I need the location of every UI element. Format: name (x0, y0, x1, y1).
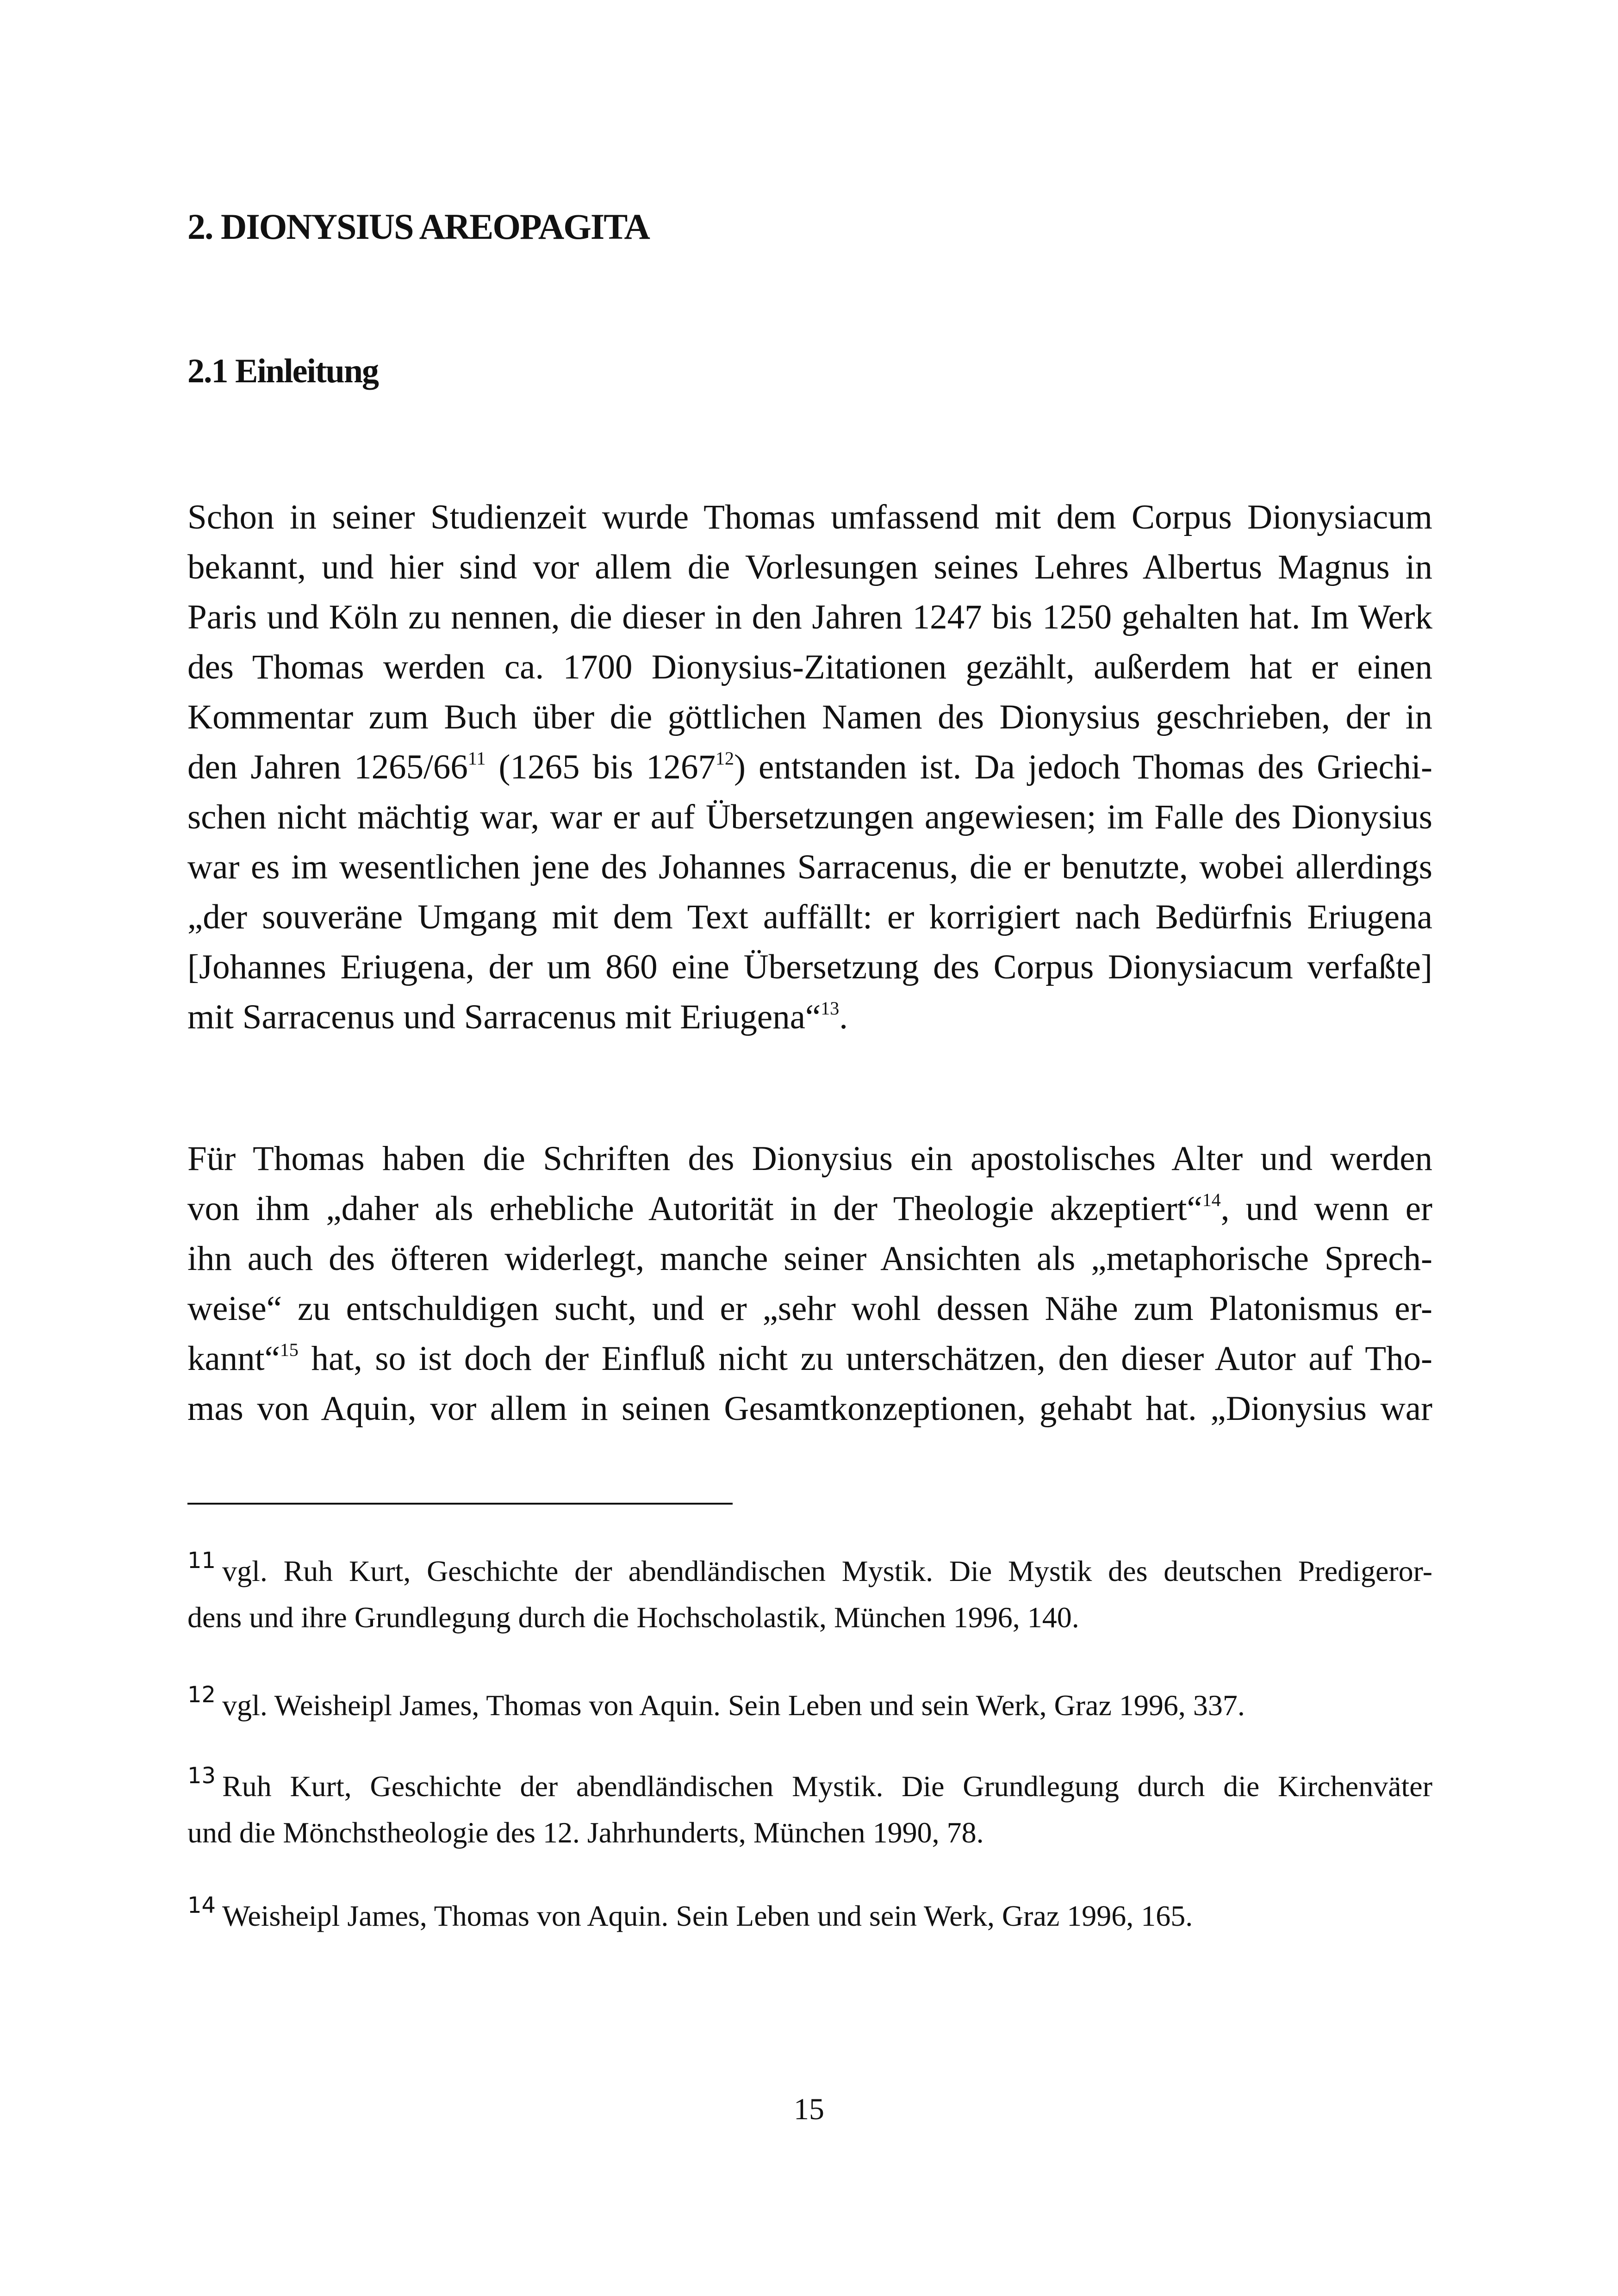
paragraph-line (187, 1334, 1432, 1384)
footnote-number: 14 (187, 1893, 216, 1918)
line-text: ) entstanden ist. Da jedoch Thomas des Griechi- (734, 748, 1432, 786)
paragraph-line: Kommentar zum Buch über die göttlichen Namen des Dionysius geschrieben, der in (187, 698, 1432, 736)
footnote-number: 11 (187, 1548, 216, 1574)
footnote-12 (187, 1682, 1432, 1729)
footnote-text: Ruh Kurt, Geschichte der abendländischen Mystik. Die Grundlegung durch die Kirchenväter (222, 1770, 1432, 1803)
section-heading: 2.1 Einleitung (187, 352, 378, 390)
footnote-11 (187, 1548, 1432, 1641)
paragraph-line: „der souveräne Umgang mit dem Text auffällt: er korrigiert nach Bedürfnis Eriugena (187, 898, 1432, 936)
paragraph-line: bekannt, und hier sind vor allem die Vorlesungen seines Lehres Albertus Magnus in (187, 548, 1432, 586)
footnote-reference: 12 (716, 748, 734, 769)
footnote-text: vgl. Ruh Kurt, Geschichte der abendländischen Mystik. Die Mystik des deutschen Predigeror- (222, 1555, 1432, 1587)
footnote-line (187, 1763, 1432, 1810)
footnote-text: Weisheipl James, Thomas von Aquin. Sein Leben und sein Werk, Graz 1996, 165. (222, 1899, 1193, 1932)
line-text: von ihm „daher als erhebliche Autorität in der Theologie akzeptiert“ (187, 1189, 1202, 1228)
paragraph-line: schen nicht mächtig war, war er auf Übersetzungen angewiesen; im Falle des Dionysius (187, 798, 1432, 836)
footnote-line (187, 1893, 1432, 1939)
footnote-13 (187, 1763, 1432, 1856)
paragraph-line: ihn auch des öfteren widerlegt, manche seiner Ansichten als „metaphorische Sprech- (187, 1239, 1432, 1278)
footnote-line: dens und ihre Grundlegung durch die Hochscholastik, München 1996, 140. (187, 1601, 1079, 1634)
line-text: mit Sarracenus und Sarracenus mit Eriugena“ (187, 998, 821, 1036)
paragraph-line: mas von Aquin, vor allem in seinen Gesamtkonzeptionen, gehabt hat. „Dionysius war (187, 1389, 1432, 1428)
footnote-reference: 15 (280, 1339, 299, 1360)
paragraph-line: [Johannes Eriugena, der um 860 eine Übersetzung des Corpus Dionysiacum verfaßte] (187, 948, 1432, 986)
paragraph-line: weise“ zu entschuldigen sucht, und er „sehr wohl dessen Nähe zum Platonismus er- (187, 1289, 1432, 1328)
footnote-line (187, 1682, 1432, 1729)
paragraph-line (187, 742, 1432, 792)
paragraph-1 (187, 492, 1432, 1042)
footnote-reference: 14 (1202, 1189, 1221, 1210)
line-text: (1265 bis 1267 (485, 748, 716, 786)
footnote-line (187, 1548, 1432, 1594)
paragraph-line: Paris und Köln zu nennen, die dieser in den Jahren 1247 bis 1250 gehalten hat. Im Werk (187, 598, 1432, 636)
line-text: , und wenn er (1220, 1189, 1432, 1228)
footnote-reference: 11 (467, 748, 486, 769)
footnote-separator (187, 1503, 733, 1505)
paragraph-line (187, 992, 1432, 1042)
page-number: 15 (794, 2092, 824, 2126)
paragraph-line: des Thomas werden ca. 1700 Dionysius-Zitationen gezählt, außerdem hat er einen (187, 648, 1432, 686)
line-text: hat, so ist doch der Einfluß nicht zu unterschätzen, den dieser Autor auf Tho- (298, 1339, 1432, 1378)
footnote-number: 12 (187, 1682, 216, 1708)
footnote-line: und die Mönchstheologie des 12. Jahrhunderts, München 1990, 78. (187, 1816, 984, 1849)
chapter-heading: 2. DIONYSIUS AREOPAGITA (187, 206, 649, 247)
line-text: . (839, 998, 848, 1036)
paragraph-2 (187, 1134, 1432, 1434)
line-text: kannt“ (187, 1339, 280, 1378)
line-text: den Jahren 1265/66 (187, 748, 468, 786)
footnote-text: vgl. Weisheipl James, Thomas von Aquin. Sein Leben und sein Werk, Graz 1996, 337. (222, 1689, 1245, 1722)
paragraph-line: Schon in seiner Studienzeit wurde Thomas umfassend mit dem Corpus Dionysiacum (187, 498, 1432, 536)
paragraph-line: war es im wesentlichen jene des Johannes Sarracenus, die er benutzte, wobei allerdings (187, 848, 1432, 886)
footnote-reference: 13 (821, 998, 840, 1019)
paragraph-line: Für Thomas haben die Schriften des Dionysius ein apostolisches Alter und werden (187, 1139, 1432, 1178)
footnote-14 (187, 1893, 1432, 1939)
footnote-number: 13 (187, 1763, 216, 1789)
paragraph-line (187, 1184, 1432, 1234)
